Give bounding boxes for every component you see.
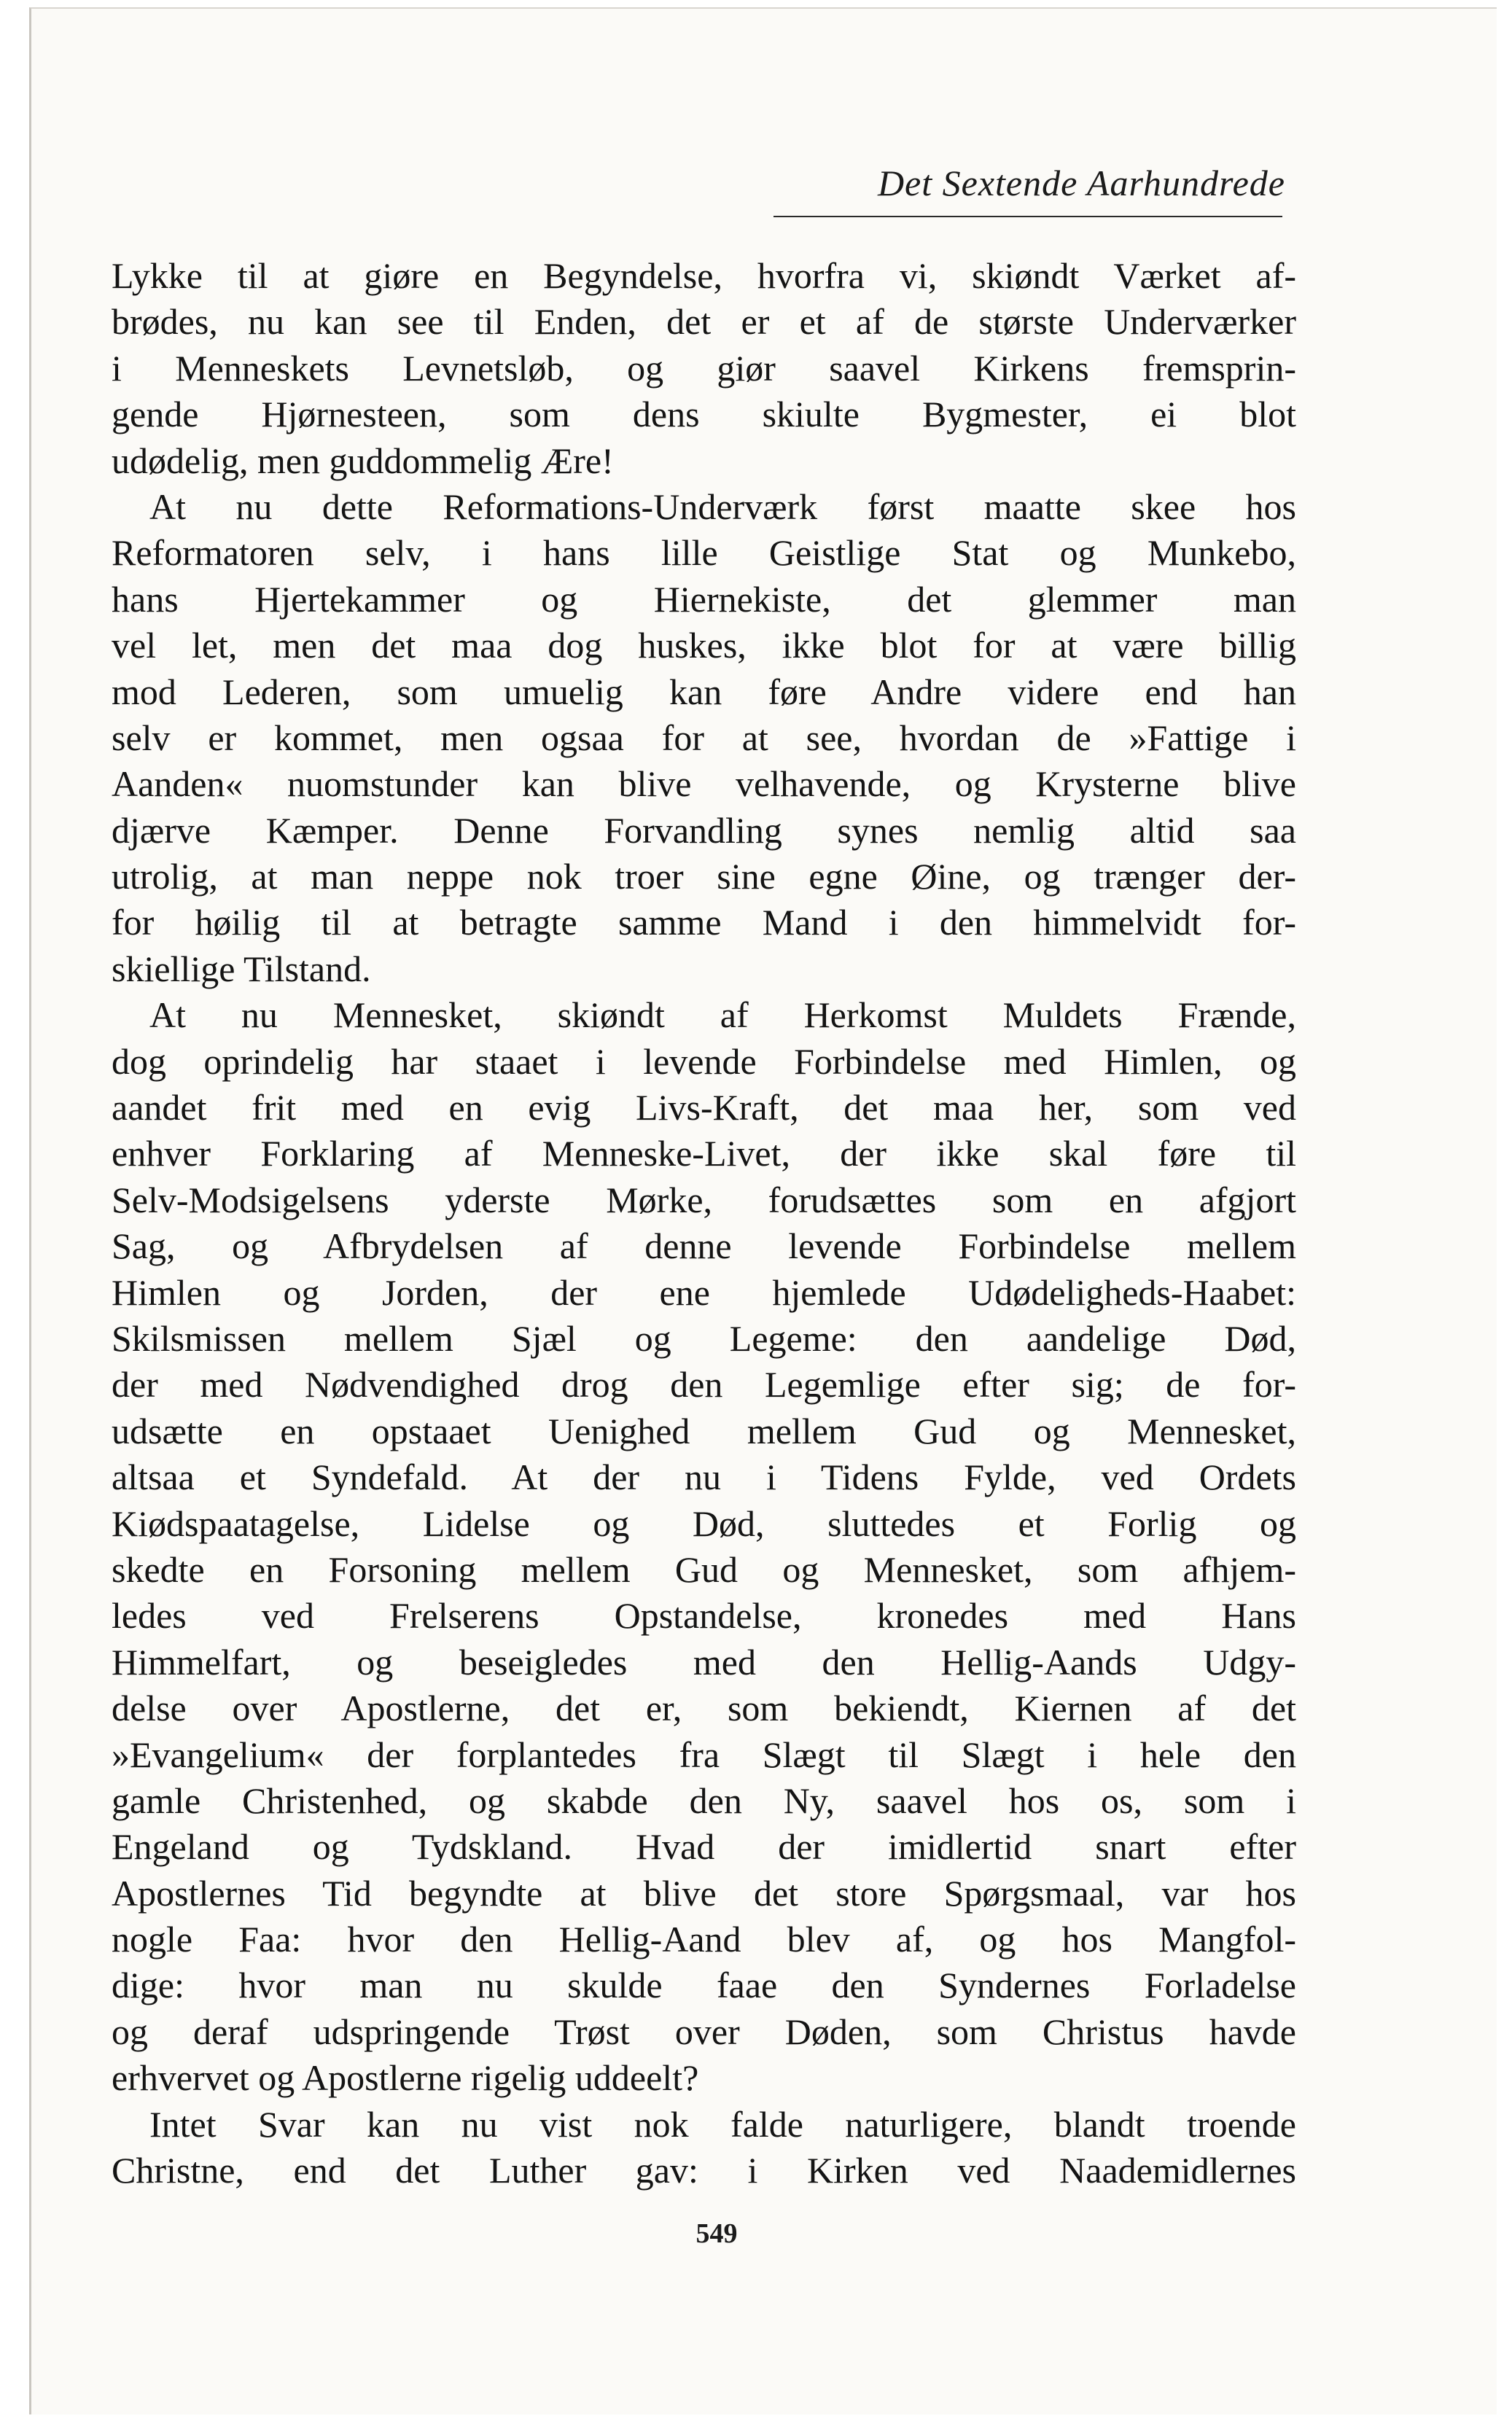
text-line: Himlen og Jorden, der ene hjemlede Udødeligheds-Haabet: xyxy=(112,1271,1296,1313)
text-line: Sag, og Afbrydelsen af denne levende Forbindelse mellem xyxy=(112,1225,1296,1267)
text-line: gamle Christenhed, og skabde den Ny, saavel hos os, som i xyxy=(112,1779,1296,1821)
text-line: Selv-Modsigelsens yderste Mørke, forudsættes som en afgjort xyxy=(112,1179,1296,1220)
running-header: Det Sextende Aarhundrede xyxy=(877,163,1285,203)
text-line: brødes, nu kan see til Enden, det er et af de største Underværker xyxy=(112,301,1296,343)
text-line: Himmelfart, og beseigledes med den Hellig-Aands Udgy- xyxy=(112,1641,1296,1683)
text-line: i Menneskets Levnetsløb, og giør saavel Kirkens fremsprin- xyxy=(112,347,1296,389)
text-line: »Evangelium« der forplantedes fra Slægt til Slægt i hele den xyxy=(112,1734,1296,1775)
text-line: erhvervet og Apostlerne rigelig uddeelt? xyxy=(112,2057,699,2099)
text-line: og deraf udspringende Trøst over Døden, som Christus havde xyxy=(112,2011,1296,2052)
paragraph-start-line: At nu Mennesket, skiøndt af Herkomst Muldets Frænde, xyxy=(149,994,1296,1036)
body-text xyxy=(112,253,1296,2194)
text-line: udødelig, men guddommelig Ære! xyxy=(112,440,614,481)
text-line: ledes ved Frelserens Opstandelse, kronedes med Hans xyxy=(112,1595,1296,1637)
text-line: utrolig, at man neppe nok troer sine egne Øine, og trænger der- xyxy=(112,856,1296,897)
text-line: selv er kommet, men ogsaa for at see, hvordan de »Fattige i xyxy=(112,717,1296,758)
text-line: nogle Faa: hvor den Hellig-Aand blev af, og hos Mangfol- xyxy=(112,1919,1296,1960)
paragraph-start-line: At nu dette Reformations-Underværk først maatte skee hos xyxy=(149,486,1296,527)
text-line: hans Hjertekammer og Hiernekiste, det glemmer man xyxy=(112,578,1296,620)
paragraph-start-line: Intet Svar kan nu vist nok falde naturligere, blandt troende xyxy=(149,2103,1296,2145)
text-line: der med Nødvendighed drog den Legemlige efter sig; de for- xyxy=(112,1364,1296,1406)
text-line: Aanden« nuomstunder kan blive velhavende, og Krysterne blive xyxy=(112,763,1296,805)
text-line: skedte en Forsoning mellem Gud og Mennesket, som afhjem- xyxy=(112,1548,1296,1590)
text-line: dog oprindelig har staaet i levende Forbindelse med Himlen, og xyxy=(112,1040,1296,1082)
text-line: Engeland og Tydskland. Hvad der imidlertid snart efter xyxy=(112,1826,1296,1868)
text-line: aandet frit med en evig Livs-Kraft, det maa her, som ved xyxy=(112,1087,1296,1128)
header-rule xyxy=(773,216,1282,217)
text-line: Apostlernes Tid begyndte at blive det store Spørgsmaal, var hos xyxy=(112,1872,1296,1914)
text-line: skiellige Tilstand. xyxy=(112,948,371,989)
text-line: vel let, men det maa dog huskes, ikke blot for at være billig xyxy=(112,625,1296,666)
text-line: mod Lederen, som umuelig kan føre Andre videre end han xyxy=(112,671,1296,712)
text-line: dige: hvor man nu skulde faae den Syndernes Forladelse xyxy=(112,1965,1296,2006)
text-line: Christne, end det Luther gav: i Kirken ved Naademidlernes xyxy=(112,2150,1296,2191)
text-line: altsaa et Syndefald. At der nu i Tidens Fylde, ved Ordets xyxy=(112,1457,1296,1498)
text-line: udsætte en opstaaet Uenighed mellem Gud og Mennesket, xyxy=(112,1410,1296,1451)
text-line: delse over Apostlerne, det er, som bekiendt, Kiernen af det xyxy=(112,1688,1296,1729)
text-line: Lykke til at giøre en Begyndelse, hvorfra vi, skiøndt Værket af- xyxy=(112,255,1296,296)
text-line: for høilig til at betragte samme Mand i den himmelvidt for- xyxy=(112,902,1296,943)
text-line: gende Hjørnesteen, som dens skiulte Bygmester, ei blot xyxy=(112,394,1296,435)
text-line: Reformatoren selv, i hans lille Geistlige Stat og Munkebo, xyxy=(112,532,1296,574)
text-line: Kiødspaatagelse, Lidelse og Død, sluttedes et Forlig og xyxy=(112,1502,1296,1544)
text-line: Skilsmissen mellem Sjæl og Legeme: den aandelige Død, xyxy=(112,1317,1296,1359)
page-number: 549 xyxy=(695,2218,738,2249)
book-page xyxy=(29,7,1497,2414)
text-line: djærve Kæmper. Denne Forvandling synes nemlig altid saa xyxy=(112,809,1296,851)
text-line: enhver Forklaring af Menneske-Livet, der ikke skal føre til xyxy=(112,1133,1296,1174)
